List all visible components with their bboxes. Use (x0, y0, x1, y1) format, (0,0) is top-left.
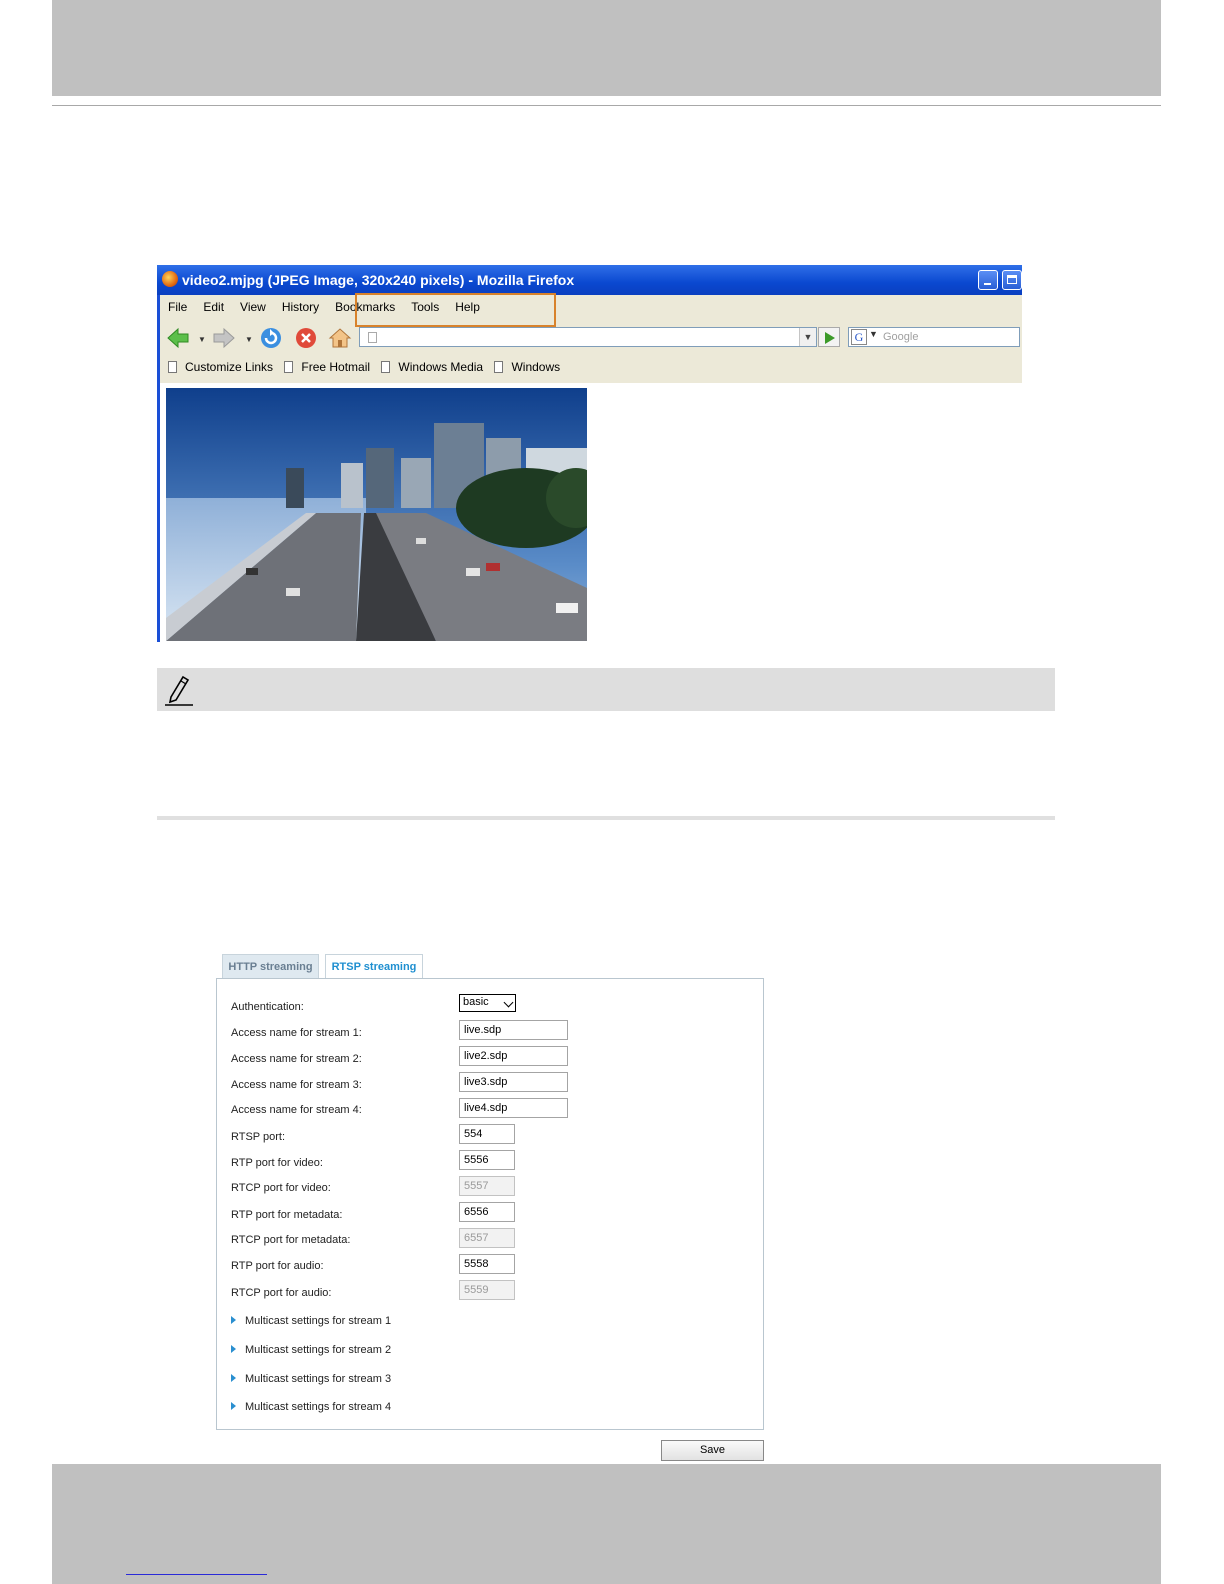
field-label: RTSP port: (231, 1131, 286, 1143)
bookmark-label: Windows (511, 360, 561, 374)
title-bar (157, 265, 1022, 295)
forward-icon[interactable] (212, 326, 236, 350)
menu-history[interactable]: History (281, 300, 320, 314)
home-icon[interactable] (328, 326, 352, 350)
save-button[interactable]: Save (661, 1440, 764, 1461)
multicast-stream4-link[interactable] (231, 1401, 391, 1413)
bookmarks-toolbar (168, 360, 568, 374)
field-label: RTP port for audio: (231, 1260, 324, 1272)
address-dropdown-icon[interactable]: ▼ (799, 328, 816, 346)
window-title: video2.mjpg (JPEG Image, 320x240 pixels) - Mozilla Firefox (182, 272, 575, 288)
field-label: RTCP port for audio: (231, 1287, 332, 1299)
menu-view[interactable]: View (240, 300, 266, 314)
multicast-label: Multicast settings for stream 1 (245, 1315, 392, 1327)
multicast-stream3-link[interactable] (231, 1373, 391, 1385)
menu-file[interactable]: File (168, 300, 188, 314)
page-header-band (52, 0, 1161, 96)
bookmark-label: Customize Links (185, 360, 274, 374)
bookmark-label: Windows Media (398, 360, 484, 374)
back-dropdown-icon[interactable]: ▼ (198, 335, 206, 344)
rtcp-video-port-input: 5557 (459, 1176, 515, 1196)
bookmark-label: Free Hotmail (301, 360, 371, 374)
menu-tools[interactable]: Tools (411, 300, 440, 314)
multicast-label: Multicast settings for stream 4 (245, 1401, 392, 1413)
field-label: Access name for stream 1: (231, 1027, 362, 1039)
access-name-stream4-input[interactable]: live4.sdp (459, 1098, 568, 1118)
bookmark-item[interactable] (494, 360, 560, 374)
multicast-label: Multicast settings for stream 2 (245, 1344, 392, 1356)
browser-chrome (157, 295, 1022, 383)
field-label: RTP port for video: (231, 1157, 323, 1169)
rtcp-audio-port-input: 5559 (459, 1280, 515, 1300)
expand-arrow-icon (231, 1345, 236, 1353)
rtcp-metadata-port-input: 6557 (459, 1228, 515, 1248)
field-label: RTCP port for metadata: (231, 1234, 351, 1246)
multicast-label: Multicast settings for stream 3 (245, 1373, 392, 1385)
rtp-video-port-input[interactable]: 5556 (459, 1150, 515, 1170)
footer-link-underline[interactable] (126, 1574, 267, 1575)
rtp-metadata-port-input[interactable]: 6556 (459, 1202, 515, 1222)
multicast-stream1-link[interactable] (231, 1315, 391, 1327)
page-icon (494, 361, 503, 373)
tab-rtsp-streaming[interactable]: RTSP streaming (325, 954, 423, 980)
field-label: Access name for stream 2: (231, 1053, 362, 1065)
multicast-stream2-link[interactable] (231, 1344, 391, 1356)
header-divider (52, 105, 1161, 106)
maximize-button[interactable] (1002, 270, 1022, 290)
address-bar-highlight (355, 293, 556, 327)
search-engine-icon[interactable]: G (851, 329, 867, 345)
pencil-note-icon (161, 671, 197, 707)
rtp-audio-port-input[interactable]: 5558 (459, 1254, 515, 1274)
field-label: Access name for stream 3: (231, 1079, 362, 1091)
chevron-down-icon (504, 998, 514, 1008)
note-bar (157, 668, 1055, 711)
page-icon (168, 361, 177, 373)
field-label: RTCP port for video: (231, 1182, 331, 1194)
authentication-select[interactable] (459, 994, 516, 1012)
access-name-stream1-input[interactable]: live.sdp (459, 1020, 568, 1040)
page-footer-band (52, 1464, 1161, 1584)
firefox-window (157, 265, 1022, 642)
rtsp-port-input[interactable]: 554 (459, 1124, 515, 1144)
expand-arrow-icon (231, 1316, 236, 1324)
reload-icon[interactable] (259, 326, 283, 350)
bookmark-item[interactable] (381, 360, 483, 374)
access-name-stream3-input[interactable]: live3.sdp (459, 1072, 568, 1092)
menu-help[interactable]: Help (455, 300, 480, 314)
back-icon[interactable] (166, 326, 190, 350)
address-bar[interactable] (359, 327, 817, 347)
forward-dropdown-icon[interactable]: ▼ (245, 335, 253, 344)
expand-arrow-icon (231, 1374, 236, 1382)
authentication-label: Authentication: (231, 1001, 304, 1013)
minimize-button[interactable] (978, 270, 998, 290)
field-label: Access name for stream 4: (231, 1104, 362, 1116)
search-box[interactable] (848, 327, 1020, 347)
rtsp-settings-panel (216, 978, 764, 1430)
go-icon[interactable] (818, 327, 840, 347)
search-engine-dropdown-icon[interactable]: ▼ (869, 329, 878, 339)
video-stream-image (166, 388, 587, 641)
navigation-toolbar (160, 320, 1022, 354)
firefox-logo-icon (162, 271, 178, 287)
page-icon (284, 361, 293, 373)
search-placeholder: Google (883, 331, 919, 343)
tab-http-streaming[interactable]: HTTP streaming (222, 954, 319, 979)
authentication-value: basic (463, 996, 489, 1008)
field-label: RTP port for metadata: (231, 1209, 343, 1221)
bookmark-item[interactable] (284, 360, 370, 374)
section-divider (157, 816, 1055, 820)
menu-edit[interactable]: Edit (203, 300, 225, 314)
expand-arrow-icon (231, 1402, 236, 1410)
stop-icon[interactable] (294, 326, 318, 350)
menu-bookmarks[interactable]: Bookmarks (335, 300, 396, 314)
page-icon (381, 361, 390, 373)
bookmark-item[interactable] (168, 360, 273, 374)
browser-content (157, 383, 1022, 642)
page-icon (368, 332, 377, 343)
access-name-stream2-input[interactable]: live2.sdp (459, 1046, 568, 1066)
